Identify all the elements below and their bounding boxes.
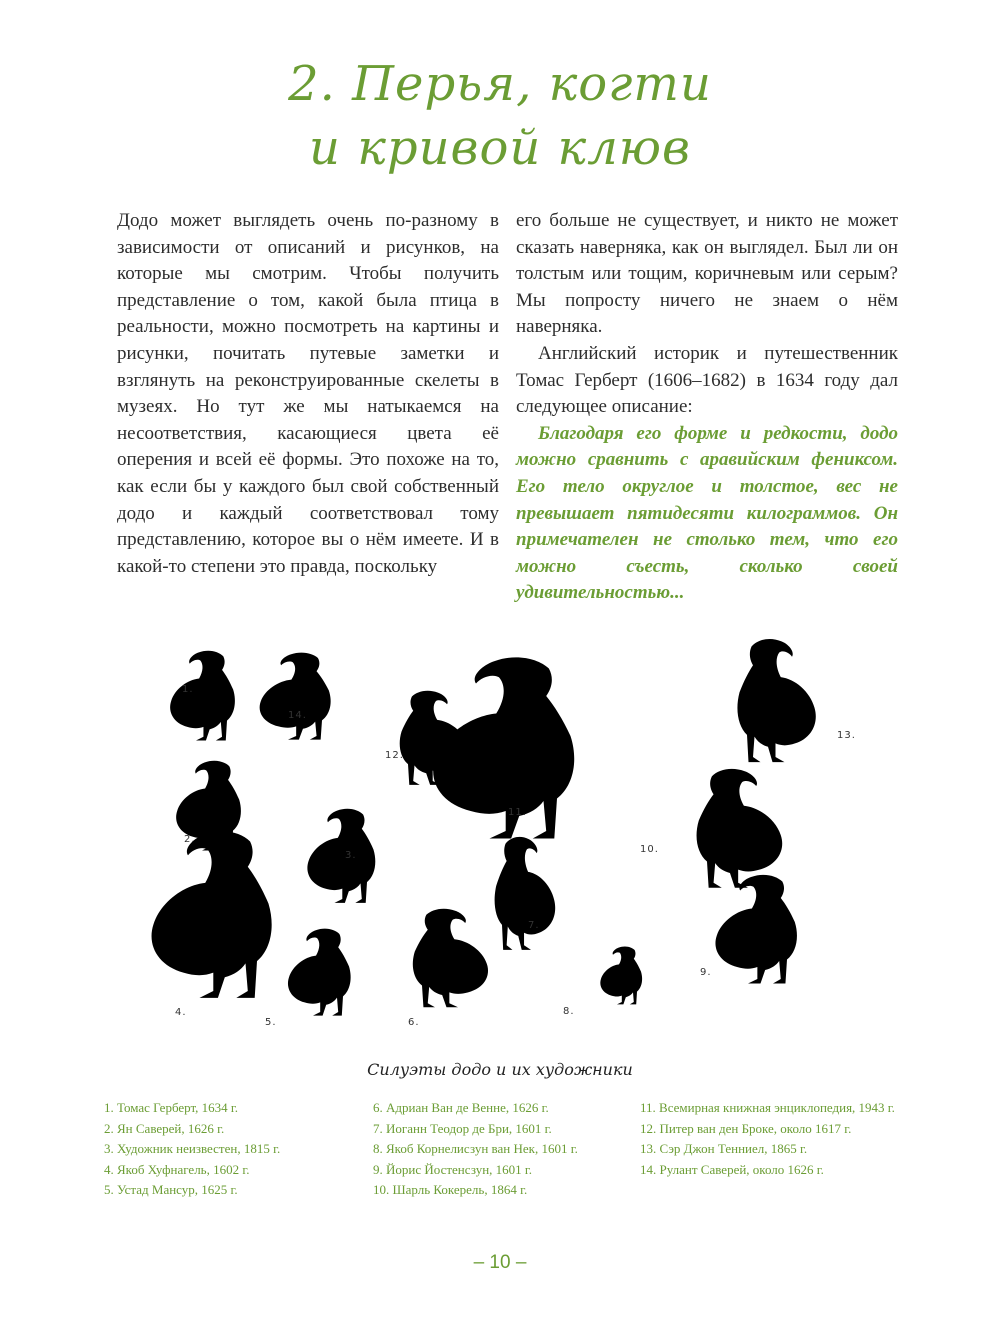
page-number: – 10 – xyxy=(473,1252,527,1273)
legend-item: 1. Томас Герберт, 1634 г. xyxy=(104,1100,239,1115)
legend-item: 7. Иоганн Теодор де Бри, 1601 г. xyxy=(373,1120,552,1136)
dodo-silhouette-7 xyxy=(495,837,556,950)
legend-item: 10. Шарль Кокерель, 1864 г. xyxy=(373,1182,528,1198)
chapter-title-line-1: 2. Перья, когти xyxy=(288,56,712,112)
legend-item: 6. Адриан Ван де Венне, 1626 г. xyxy=(373,1100,549,1115)
dodo-silhouette-13 xyxy=(737,639,855,762)
legend-column-1 xyxy=(104,1098,354,1201)
silhouette-number: 1. xyxy=(182,684,194,695)
legend-item: 4. Якоб Хуфнагель, 1602 г. xyxy=(104,1161,250,1177)
legend-item: 12. Питер ван ден Броке, около 1617 г. xyxy=(640,1120,852,1136)
legend-item: 5. Устад Мансур, 1625 г. xyxy=(104,1182,238,1198)
body-paragraph: Английский историк и путешественник Томас Герберт (1606–1682) в 1634 году дал следующее описание: xyxy=(516,342,898,418)
text-column-right xyxy=(516,208,898,607)
silhouette-number: 6. xyxy=(408,1017,420,1028)
legend-item: 3. Художник неизвестен, 1815 г. xyxy=(104,1141,281,1157)
dodo-silhouette-5 xyxy=(265,929,351,1028)
herbert-quote: Благодаря его форме и редкости, додо можно сравнить с аравийским фениксом. Его тело округлое и толстое, вес не превышает пятидесяти килограммов. Он примечателен не столько тем, что его можно съесть, сколько своей удивительностью... xyxy=(516,422,898,604)
dodo-silhouette-10 xyxy=(640,769,782,888)
silhouette-number: 8. xyxy=(563,1006,575,1017)
legend-column-2 xyxy=(373,1098,633,1201)
chapter-title-line-2: и кривой клюв xyxy=(309,120,691,176)
dodo-silhouette-14 xyxy=(260,653,331,740)
legend-item: 8. Якоб Корнелисзун ван Нек, 1601 г. xyxy=(373,1141,578,1157)
silhouette-number: 3. xyxy=(345,850,357,861)
dodo-silhouette-8 xyxy=(563,946,642,1017)
legend-item: 11. Всемирная книжная энциклопедия, 1943 г. xyxy=(640,1100,895,1115)
legend-title: Силуэты додо и их художники xyxy=(367,1060,633,1079)
body-paragraph: Додо может выглядеть очень по-разному в зависимости от описаний и рисунков, на которые мы смотрим. Чтобы получить представление о том, какой была птица в реальности, можно посмотреть на картины и рисунки, почитать путевые заметки и взглянуть на реконструированные скелеты в музеях. Но тут же мы натыкаемся на несоответствия, касающиеся цвета её оперения и всей её формы. Это похоже на то, как если бы у каждого был свой собственный додо и каждый соответствовал тому представлению, которое вы о нём имеете. И в какой-то степени это правда, поскольку xyxy=(117,210,499,577)
dodo-silhouette-3 xyxy=(307,809,375,903)
legend-item: 9. Йорис Йостенсзун, 1601 г. xyxy=(373,1161,533,1177)
silhouette-number: 2. xyxy=(184,834,196,845)
silhouette-number: 13. xyxy=(837,730,856,741)
legend-item: 13. Сэр Джон Тенниел, 1865 г. xyxy=(640,1141,808,1157)
silhouette-number: 7. xyxy=(528,920,540,931)
text-column-left xyxy=(117,208,499,580)
dodo-silhouette-4 xyxy=(152,831,272,1018)
dodo-silhouette-11 xyxy=(433,657,574,838)
silhouette-number: 10. xyxy=(640,844,659,855)
legend-column-3 xyxy=(640,1098,900,1180)
dodo-silhouette-9 xyxy=(700,875,797,984)
silhouette-number: 5. xyxy=(265,1017,277,1028)
dodo-silhouette-6 xyxy=(408,909,488,1028)
legend-item: 2. Ян Саверей, 1626 г. xyxy=(104,1120,225,1136)
dodo-silhouettes-illustration xyxy=(130,590,870,1035)
body-paragraph: его больше не существует, и никто не может сказать наверняка, как он выглядел. Был ли он толстым или тощим, коричневым или серым? Мы попросту ничего не знаем о нём наверняка. xyxy=(516,210,898,338)
silhouette-number: 4. xyxy=(175,1007,187,1018)
silhouette-number: 11. xyxy=(508,807,527,818)
legend-item: 14. Рулант Саверей, около 1626 г. xyxy=(640,1161,824,1177)
dodo-silhouette-1 xyxy=(170,651,235,741)
silhouette-number: 14. xyxy=(288,710,307,721)
chapter-title xyxy=(0,52,1000,180)
dodo-silhouettes-svg xyxy=(130,590,870,1035)
silhouette-number: 9. xyxy=(700,967,712,978)
silhouette-number: 12. xyxy=(385,750,404,761)
